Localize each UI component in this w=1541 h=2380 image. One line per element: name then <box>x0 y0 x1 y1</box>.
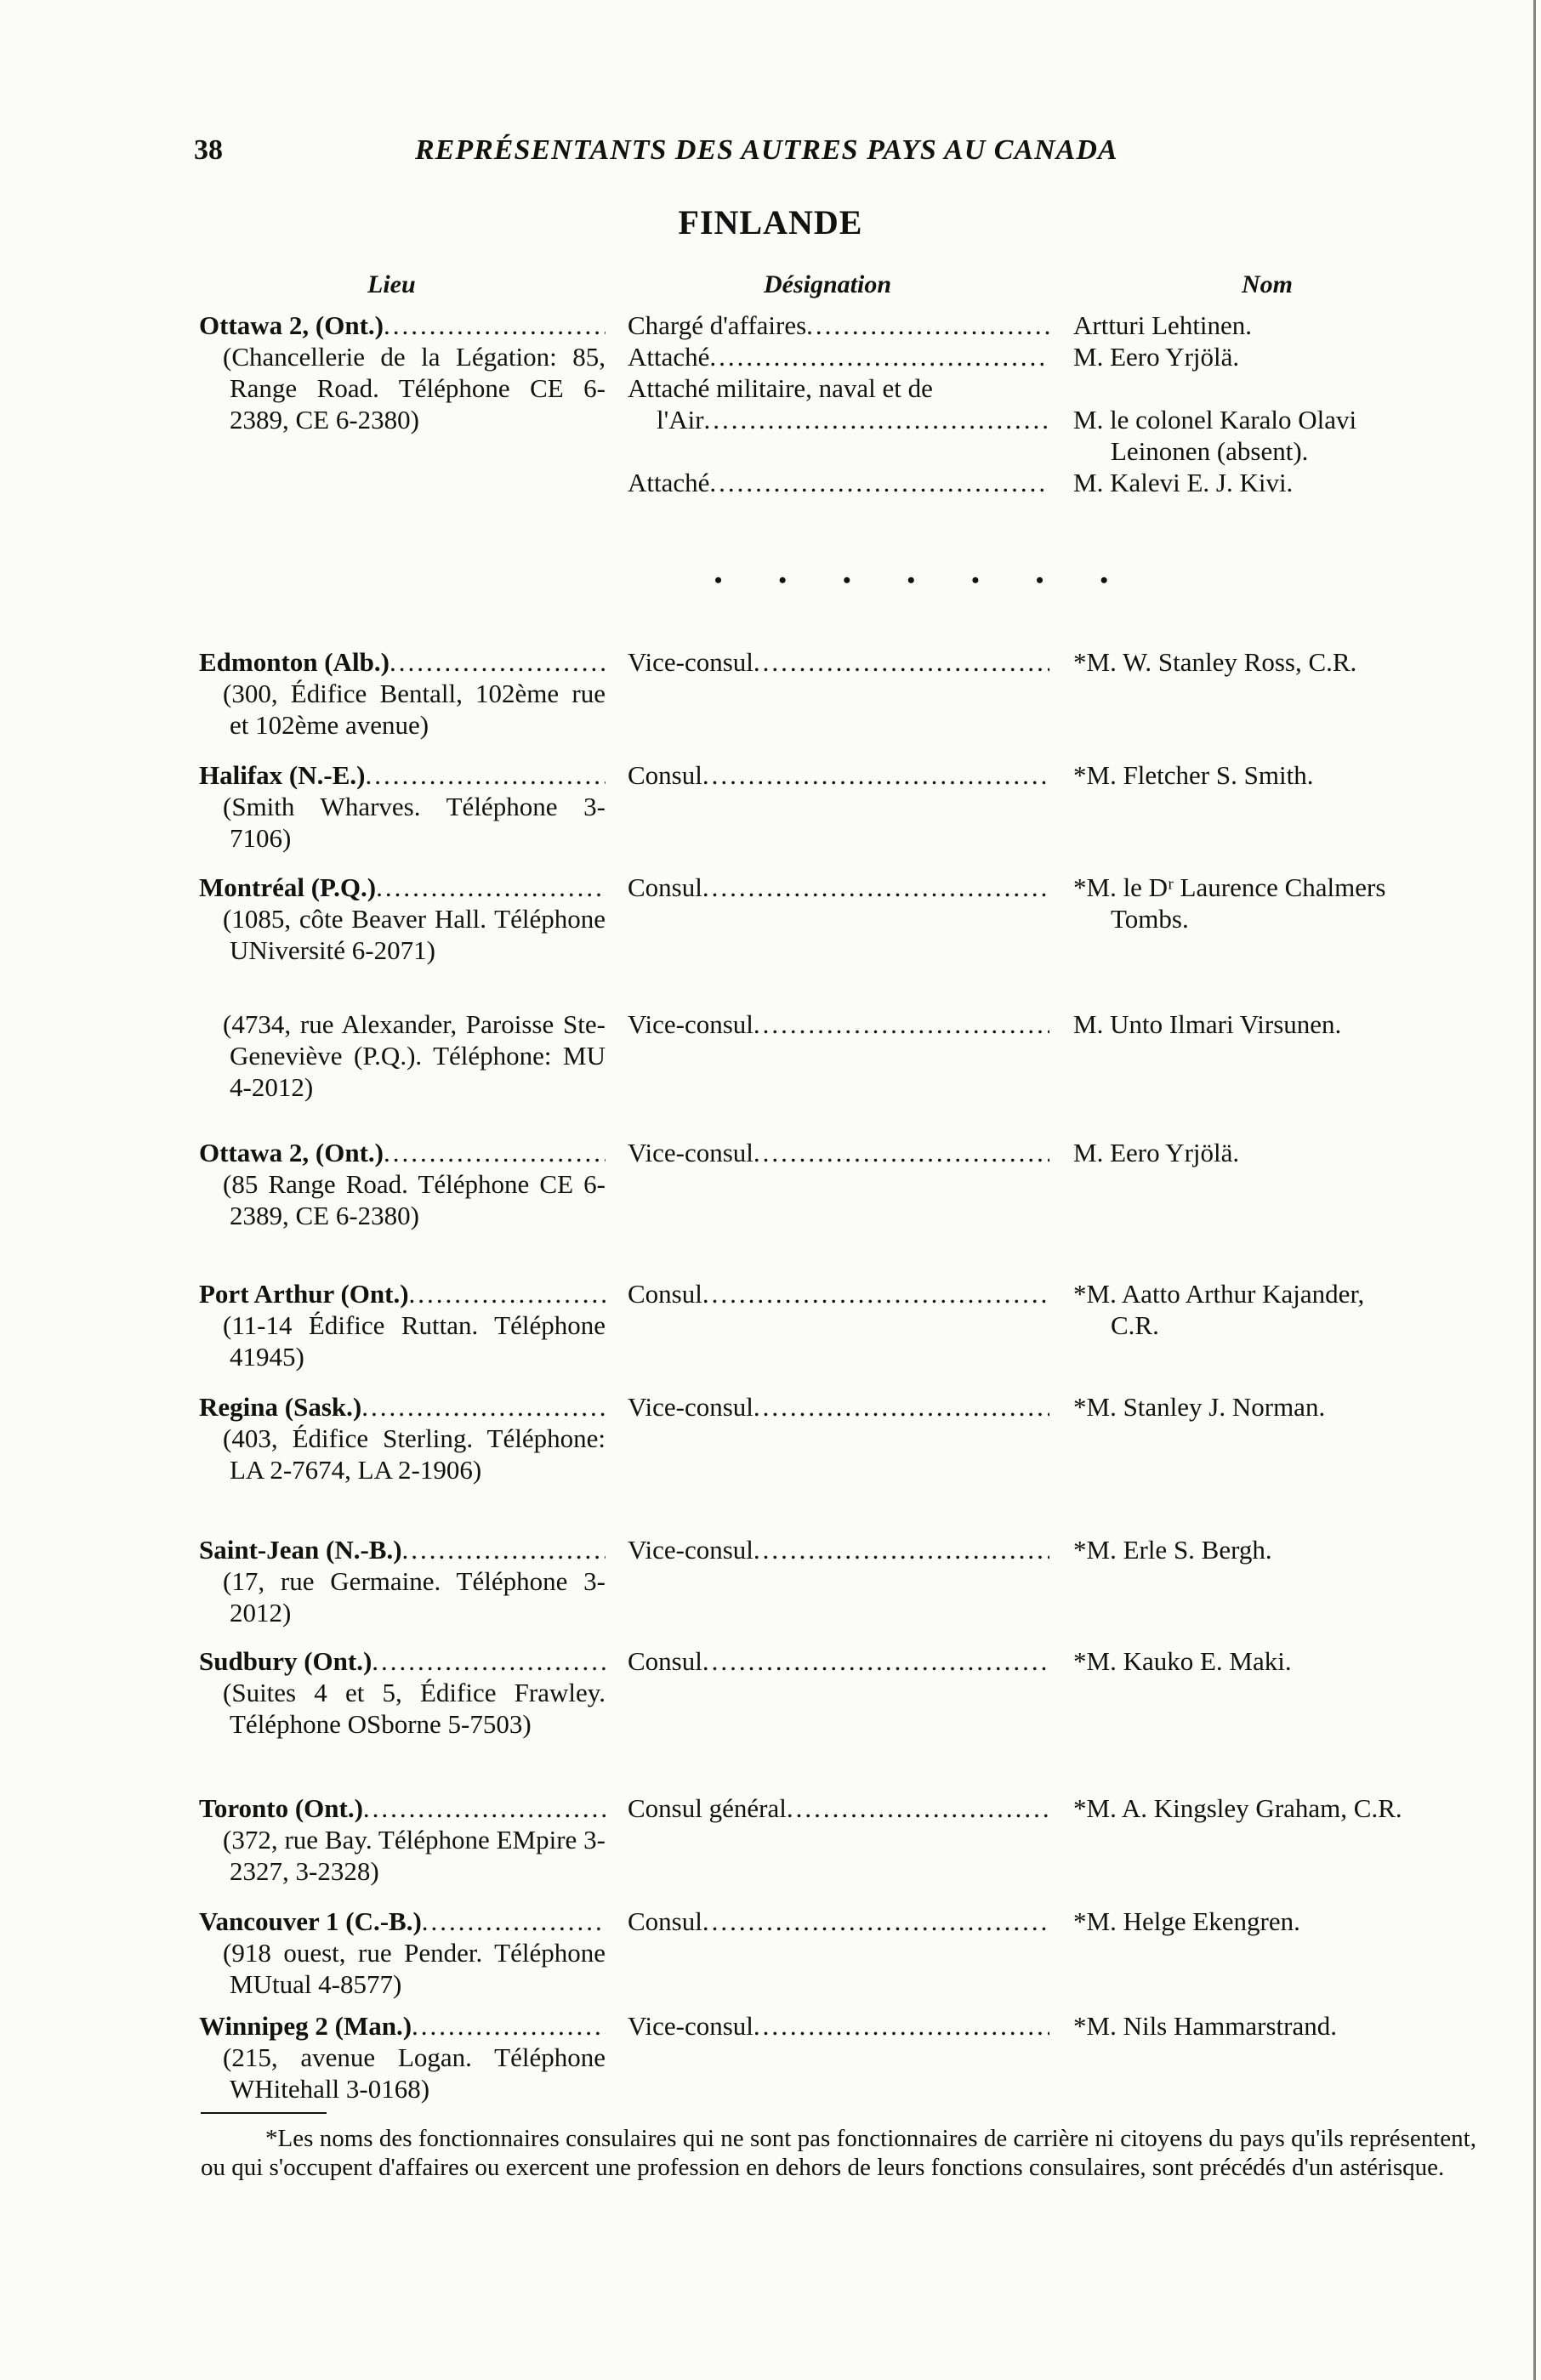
address: (Suites 4 et 5, Édifice Frawley. Téléphone OSborne 5-7503) <box>223 1678 606 1739</box>
name-cell <box>1073 1645 1490 1677</box>
leader-dots <box>384 310 606 341</box>
designation-line <box>628 1645 1049 1677</box>
lieu-cell <box>199 1645 606 1740</box>
person-name: *M. Erle S. Bergh. <box>1073 1535 1272 1565</box>
running-title: REPRÉSENTANTS DES AUTRES PAYS AU CANADA <box>415 134 1118 166</box>
name-cell <box>1073 872 1490 934</box>
person-name: *M. Fletcher S. Smith. <box>1073 760 1314 790</box>
spacer <box>628 435 1049 467</box>
designation-cell <box>628 310 1049 498</box>
designation-line <box>628 404 1049 435</box>
leader-dots <box>787 1792 1049 1824</box>
leader-dots <box>753 1137 1049 1168</box>
name-cell <box>1073 759 1490 791</box>
designation-text: Vice-consul <box>628 647 753 677</box>
city-name: Saint-Jean (N.-B.) <box>199 1535 402 1565</box>
column-header-designation: Désignation <box>764 270 892 298</box>
footnote: *Les noms des fonctionnaires consulaires qui ne sont pas fonctionnaires de carrière ni citoyens du pays qu'ils représentent, ou qui s'occupent d'affaires ou exercent une profession en dehors de leurs fonctions consulaires, sont précédés d'un astérisque. <box>201 2125 1476 2181</box>
designation-text: Consul <box>628 872 702 902</box>
lieu-cell <box>199 646 606 741</box>
designation-line <box>628 1792 1049 1824</box>
leader-dots <box>702 1906 1049 1937</box>
designation-line <box>628 341 1049 372</box>
lieu-cell <box>199 2010 606 2105</box>
city-line <box>199 1906 606 1937</box>
lieu-cell <box>199 1008 606 1103</box>
page-edge <box>1533 0 1536 2380</box>
person-name-continuation: Leinonen (absent). <box>1111 436 1309 466</box>
designation-line <box>628 310 1049 341</box>
designation-line <box>628 1137 1049 1168</box>
designation-cell <box>628 1137 1049 1168</box>
designation-cell <box>628 1278 1049 1309</box>
person-name: Artturi Lehtinen. <box>1073 310 1253 340</box>
leader-dots <box>709 467 1049 498</box>
designation-cell <box>628 1792 1049 1824</box>
lieu-cell <box>199 1534 606 1628</box>
designation-line <box>628 1391 1049 1423</box>
footnote-rule <box>201 2112 327 2114</box>
leader-dots <box>409 1278 606 1309</box>
leader-dots <box>702 1278 1049 1309</box>
designation-cell <box>628 1534 1049 1565</box>
leader-dots <box>384 1137 606 1168</box>
address: (85 Range Road. Téléphone CE 6-2389, CE 6-2380) <box>223 1169 606 1230</box>
name-cell <box>1073 1008 1490 1040</box>
designation-line <box>628 1906 1049 1937</box>
address: (1085, côte Beaver Hall. Téléphone UNiversité 6-2071) <box>223 904 606 965</box>
leader-dots <box>702 1645 1049 1677</box>
person-name: M. Unto Ilmari Virsunen. <box>1073 1009 1342 1039</box>
designation-cell <box>628 1391 1049 1423</box>
city-name: Ottawa 2, (Ont.) <box>199 1138 384 1167</box>
person-name: *M. le Dʳ Laurence Chalmers <box>1073 872 1386 902</box>
designation-cell <box>628 646 1049 678</box>
leader-dots <box>702 759 1049 791</box>
city-line <box>199 646 606 678</box>
designation-text: Consul <box>628 1646 702 1676</box>
country-heading: FINLANDE <box>678 203 863 241</box>
section-separator: • • • • • • • <box>714 568 1134 593</box>
leader-dots <box>806 310 1049 341</box>
person-name: *M. Kauko E. Maki. <box>1073 1646 1292 1676</box>
designation-line <box>628 467 1049 498</box>
lieu-cell <box>199 872 606 966</box>
designation-text: Consul <box>628 1906 702 1936</box>
city-line <box>199 1278 606 1309</box>
designation-text: Consul <box>628 1279 702 1309</box>
designation-text: Vice-consul <box>628 1392 753 1422</box>
leader-dots <box>709 341 1049 372</box>
lieu-cell <box>199 1137 606 1231</box>
city-line <box>199 1534 606 1565</box>
lieu-cell <box>199 1792 606 1887</box>
designation-text: Attaché militaire, naval et de <box>628 373 933 403</box>
person-name: M. Eero Yrjölä. <box>1073 342 1240 372</box>
name-cell <box>1073 310 1490 498</box>
city-line <box>199 1137 606 1168</box>
city-name: Winnipeg 2 (Man.) <box>199 2011 412 2041</box>
leader-dots <box>402 1534 606 1565</box>
leader-dots <box>361 1391 606 1423</box>
designation-line <box>628 759 1049 791</box>
city-line <box>199 310 606 341</box>
leader-dots <box>753 1534 1049 1565</box>
designation-text: Vice-consul <box>628 2011 753 2041</box>
person-name: *M. Aatto Arthur Kajander, <box>1073 1279 1365 1309</box>
designation-text: Attaché <box>628 468 710 497</box>
designation-text: Vice-consul <box>628 1009 753 1039</box>
designation-text: Consul <box>628 760 702 790</box>
leader-dots <box>422 1906 606 1937</box>
lieu-cell <box>199 310 606 435</box>
leader-dots <box>390 646 606 678</box>
name-cell <box>1073 1391 1490 1423</box>
designation-line <box>628 1008 1049 1040</box>
address: (Chancellerie de la Légation: 85, Range Road. Téléphone CE 6-2389, CE 6-2380) <box>223 342 606 435</box>
designation-cell <box>628 872 1049 903</box>
person-name: *M. Stanley J. Norman. <box>1073 1392 1326 1422</box>
column-header-nom: Nom <box>1242 270 1293 298</box>
city-name: Halifax (N.-E.) <box>199 760 366 790</box>
address: (372, rue Bay. Téléphone EMpire 3-2327, 3-2328) <box>223 1825 606 1886</box>
city-name: Toronto (Ont.) <box>199 1793 363 1823</box>
person-name: *M. Helge Ekengren. <box>1073 1906 1300 1936</box>
address: (403, Édifice Sterling. Téléphone: LA 2-7674, LA 2-1906) <box>223 1423 606 1485</box>
person-name-continuation: C.R. <box>1111 1310 1159 1340</box>
city-line <box>199 1391 606 1423</box>
leader-dots <box>753 1008 1049 1040</box>
designation-line <box>628 1278 1049 1309</box>
name-cell <box>1073 1906 1490 1937</box>
person-name: M. le colonel Karalo Olavi <box>1073 405 1357 435</box>
leader-dots <box>753 1391 1049 1423</box>
address: (300, Édifice Bentall, 102ème rue et 102ème avenue) <box>223 679 606 740</box>
address: (11-14 Édifice Ruttan. Téléphone 41945) <box>223 1310 606 1372</box>
city-name: Regina (Sask.) <box>199 1392 362 1422</box>
leader-dots <box>372 1645 606 1677</box>
person-name: M. Kalevi E. J. Kivi. <box>1073 468 1294 497</box>
address: (17, rue Germaine. Téléphone 3-2012) <box>223 1566 606 1627</box>
name-cell <box>1073 646 1490 678</box>
designation-text: Vice-consul <box>628 1138 753 1167</box>
city-name: Edmonton (Alb.) <box>199 647 390 677</box>
leader-dots <box>702 872 1049 903</box>
designation-cell <box>628 759 1049 791</box>
address: (918 ouest, rue Pender. Téléphone MUtual 4-8577) <box>223 1938 606 1999</box>
person-name: *M. W. Stanley Ross, C.R. <box>1073 647 1357 677</box>
page-number: 38 <box>194 134 223 166</box>
designation-line <box>628 2010 1049 2042</box>
leader-dots <box>753 2010 1049 2042</box>
city-line <box>199 872 606 903</box>
leader-dots <box>704 404 1049 435</box>
leader-dots <box>363 1792 606 1824</box>
city-name: Sudbury (Ont.) <box>199 1646 372 1676</box>
name-cell <box>1073 1137 1490 1168</box>
address: (Smith Wharves. Téléphone 3-7106) <box>223 792 606 853</box>
designation-cell <box>628 1645 1049 1677</box>
designation-cell <box>628 2010 1049 2042</box>
city-line <box>199 2010 606 2042</box>
designation-cell <box>628 1906 1049 1937</box>
lieu-cell <box>199 1906 606 2000</box>
designation-line <box>628 872 1049 903</box>
designation-line <box>628 646 1049 678</box>
designation-text: Attaché <box>628 342 710 372</box>
person-name: *M. Nils Hammarstrand. <box>1073 2011 1337 2041</box>
leader-dots <box>376 872 606 903</box>
city-line <box>199 1792 606 1824</box>
name-cell <box>1073 1792 1490 1824</box>
name-cell <box>1073 1278 1490 1341</box>
name-cell <box>1073 1534 1490 1565</box>
column-header-lieu: Lieu <box>367 270 416 298</box>
designation-text: Chargé d'affaires <box>628 310 807 340</box>
lieu-cell <box>199 759 606 854</box>
address: (215, avenue Logan. Téléphone WHitehall 3-0168) <box>223 2042 606 2104</box>
city-name: Ottawa 2, (Ont.) <box>199 310 384 340</box>
leader-dots <box>412 2010 606 2042</box>
person-name-continuation: Tombs. <box>1111 904 1189 934</box>
designation-text: Vice-consul <box>628 1535 753 1565</box>
lieu-cell <box>199 1278 606 1372</box>
designation-text: Consul général <box>628 1793 787 1823</box>
city-name: Port Arthur (Ont.) <box>199 1279 409 1309</box>
designation-text: l'Air <box>657 405 704 435</box>
running-header <box>194 134 1478 177</box>
leader-dots <box>753 646 1049 678</box>
designation-line <box>628 1534 1049 1565</box>
person-name: *M. A. Kingsley Graham, C.R. <box>1073 1793 1402 1823</box>
name-cell <box>1073 2010 1490 2042</box>
spacer <box>1073 372 1490 404</box>
lieu-cell <box>199 1391 606 1485</box>
leader-dots <box>365 759 606 791</box>
city-line <box>199 759 606 791</box>
designation-cell <box>628 1008 1049 1040</box>
city-line <box>199 1645 606 1677</box>
address: (4734, rue Alexander, Paroisse Ste-Geneviève (P.Q.). Téléphone: MU 4-2012) <box>223 1009 606 1102</box>
city-name: Vancouver 1 (C.-B.) <box>199 1906 422 1936</box>
city-name: Montréal (P.Q.) <box>199 872 377 902</box>
person-name: M. Eero Yrjölä. <box>1073 1138 1240 1167</box>
